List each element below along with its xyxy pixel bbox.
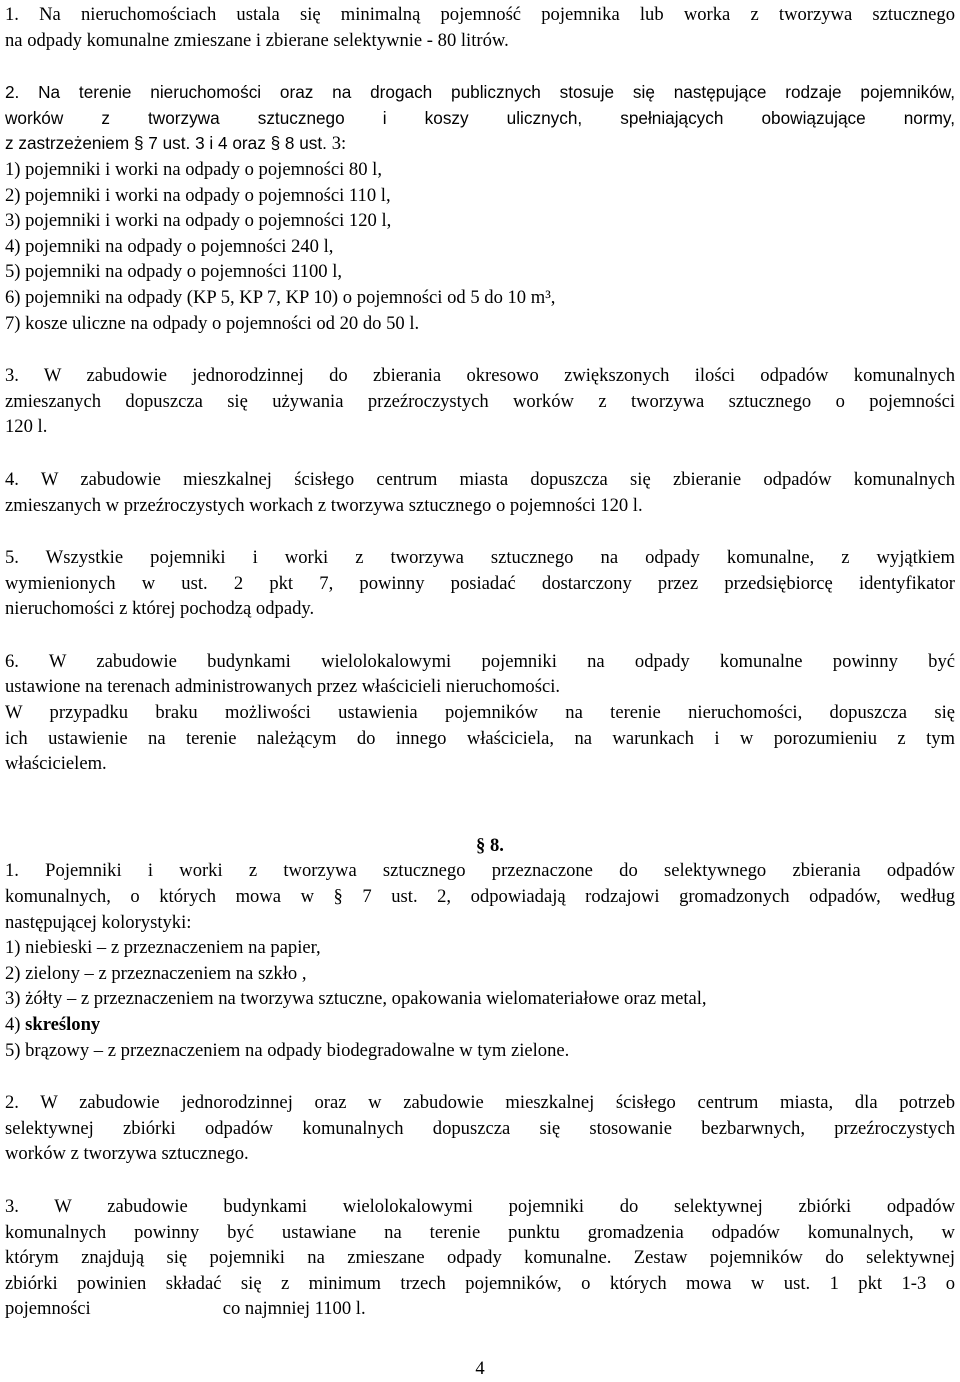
paragraph-3-line-1: 3. W zabudowie jednorodzinnej do zbierania okresowo zwiększonych ilości odpadów komunalnych [5, 365, 955, 387]
section-paragraph-1-line-3: następującej kolorystyki: [5, 911, 192, 933]
list-item: 5) brązowy – z przeznaczeniem na odpady biodegradowalne w tym zielone. [5, 1039, 570, 1061]
paragraph-3-line-2: zmieszanych dopuszcza się używania przeźroczystych worków z tworzywa sztucznego o pojemności [5, 390, 955, 412]
section-paragraph-2-line-1: 2. W zabudowie jednorodzinnej oraz w zabudowie mieszkalnej ścisłego centrum miasta, dla potrzeb [5, 1092, 955, 1114]
paragraph-6-line-2: ustawione na terenach administrowanych przez właścicieli nieruchomości. [5, 676, 561, 698]
list-item: 2) pojemniki i worki na odpady o pojemności 110 l, [5, 184, 391, 206]
list-item: 1) niebieski – z przeznaczeniem na papier, [5, 937, 321, 959]
paragraph-6-line-5: właścicielem. [5, 753, 107, 775]
section-paragraph-2 [5, 1090, 955, 1167]
paragraph-1 [5, 0, 955, 53]
paragraph-1-line-2: na odpady komunalne zmieszane i zbierane selektywnie - 80 litrów. [5, 29, 509, 51]
paragraph-3-line-3: 120 l. [5, 416, 48, 438]
list-item-prefix: 4) [5, 1014, 26, 1035]
section-paragraph-3-line-5-b: co najmniej 1100 l. [222, 1298, 366, 1320]
paragraph-2-line-2: worków z tworzywa sztucznego i koszy ulicznych, spełniających obowiązujące normy, [5, 107, 955, 128]
paragraph-5-line-3: nieruchomości z której pochodzą odpady. [5, 598, 315, 620]
paragraph-1-line-1: 1. Na nieruchomościach ustala się minimalną pojemność pojemnika lub worka z tworzywa sztucznego [5, 4, 955, 25]
section-paragraph-2-line-3: worków z tworzywa sztucznego. [5, 1143, 249, 1165]
section-paragraph-1-line-2: komunalnych, o których mowa w § 7 ust. 2, odpowiadają rodzajowi gromadzonych odpadów, według [5, 886, 955, 908]
paragraph-6 [5, 649, 955, 777]
paragraph-2-line-3-b: 3: [331, 133, 347, 155]
paragraph-6-line-1: 6. W zabudowie budynkami wielolokalowymi pojemniki na odpady komunalne powinny być [5, 650, 955, 672]
paragraph-6-line-4: ich ustawienie na terenie należącym do innego właściciela, na warunkach i w porozumieniu z tym [5, 727, 955, 749]
list-item: 4) pojemniki na odpady o pojemności 240 l, [5, 235, 334, 257]
list-item: 2) zielony – z przeznaczeniem na szkło , [5, 962, 307, 984]
paragraph-2-line-3-a: z zastrzeżeniem § 7 ust. 3 i 4 oraz § 8 ust. [5, 133, 332, 154]
section-paragraph-3-line-1: 3. W zabudowie budynkami wielolokalowymi pojemniki do selektywnej zbiórki odpadów [5, 1195, 955, 1217]
paragraph-2-line-3 [5, 131, 955, 157]
paragraph-4-line-1: 4. W zabudowie mieszkalnej ścisłego centrum miasta dopuszcza się zbieranie odpadów komunalnych [5, 468, 955, 490]
section-paragraph-2-line-2: selektywnej zbiórki odpadów komunalnych dopuszcza się stosowanie bezbarwnych, przeźroczystych [5, 1117, 955, 1139]
list-item-bold: skreślony [25, 1014, 101, 1035]
paragraph-2 [5, 80, 955, 336]
paragraph-4-line-2: zmieszanych w przeźroczystych workach z tworzywa sztucznego o pojemności 120 l. [5, 494, 643, 516]
paragraph-5-line-1: 5. Wszystkie pojemniki i worki z tworzywa sztucznego na odpady komunalne, z wyjątkiem [5, 547, 955, 569]
list-item [5, 1012, 955, 1038]
list-item: 3) żółty – z przeznaczeniem na tworzywa sztuczne, opakowania wielomateriałowe oraz metal, [5, 988, 707, 1010]
list-item: 3) pojemniki i worki na odpady o pojemności 120 l, [5, 210, 392, 232]
section-paragraph-3-line-5 [5, 1296, 955, 1322]
list-item: 5) pojemniki na odpady o pojemności 1100 l, [5, 261, 343, 283]
paragraph-5 [5, 545, 955, 622]
section-heading: § 8. [476, 834, 504, 856]
list-item: 1) pojemniki i worki na odpady o pojemności 80 l, [5, 158, 382, 180]
page-number: 4 [475, 1358, 485, 1379]
paragraph-6-line-3: W przypadku braku możliwości ustawienia pojemników na terenie nieruchomości, dopuszcza się [5, 702, 955, 724]
section-paragraph-1-line-1: 1. Pojemniki i worki z tworzywa sztucznego przeznaczone do selektywnego zbierania odpadów [5, 860, 955, 882]
section-paragraph-1 [5, 858, 955, 1063]
section-paragraph-3-line-5-a: pojemności [5, 1298, 91, 1320]
paragraph-2-line-1: 2. Na terenie nieruchomości oraz na drogach publicznych stosuje się następujące rodzaje pojemników, [5, 82, 955, 103]
section-paragraph-3-line-4: zbiórki powinien składać się z minimum trzech pojemników, o których mowa w ust. 1 pkt 1-3 o [5, 1272, 955, 1294]
section-paragraph-3-line-3: którym znajdują się pojemniki na zmieszane odpady komunalne. Zestaw pojemników do selektywnej [5, 1247, 955, 1269]
section-paragraph-3 [5, 1194, 955, 1322]
section-paragraph-3-line-2: komunalnych powinny być ustawiane na terenie punktu gromadzenia odpadów komunalnych, w [5, 1221, 955, 1243]
list-item: 6) pojemniki na odpady (KP 5, KP 7, KP 10) o pojemności od 5 do 10 m³, [5, 286, 556, 308]
list-item: 7) kosze uliczne na odpady o pojemności od 20 do 50 l. [5, 312, 420, 334]
paragraph-4 [5, 467, 955, 518]
paragraph-5-line-2: wymienionych w ust. 2 pkt 7, powinny posiadać dostarczony przez przedsiębiorcę identyfikator [5, 572, 955, 594]
paragraph-3 [5, 363, 955, 440]
